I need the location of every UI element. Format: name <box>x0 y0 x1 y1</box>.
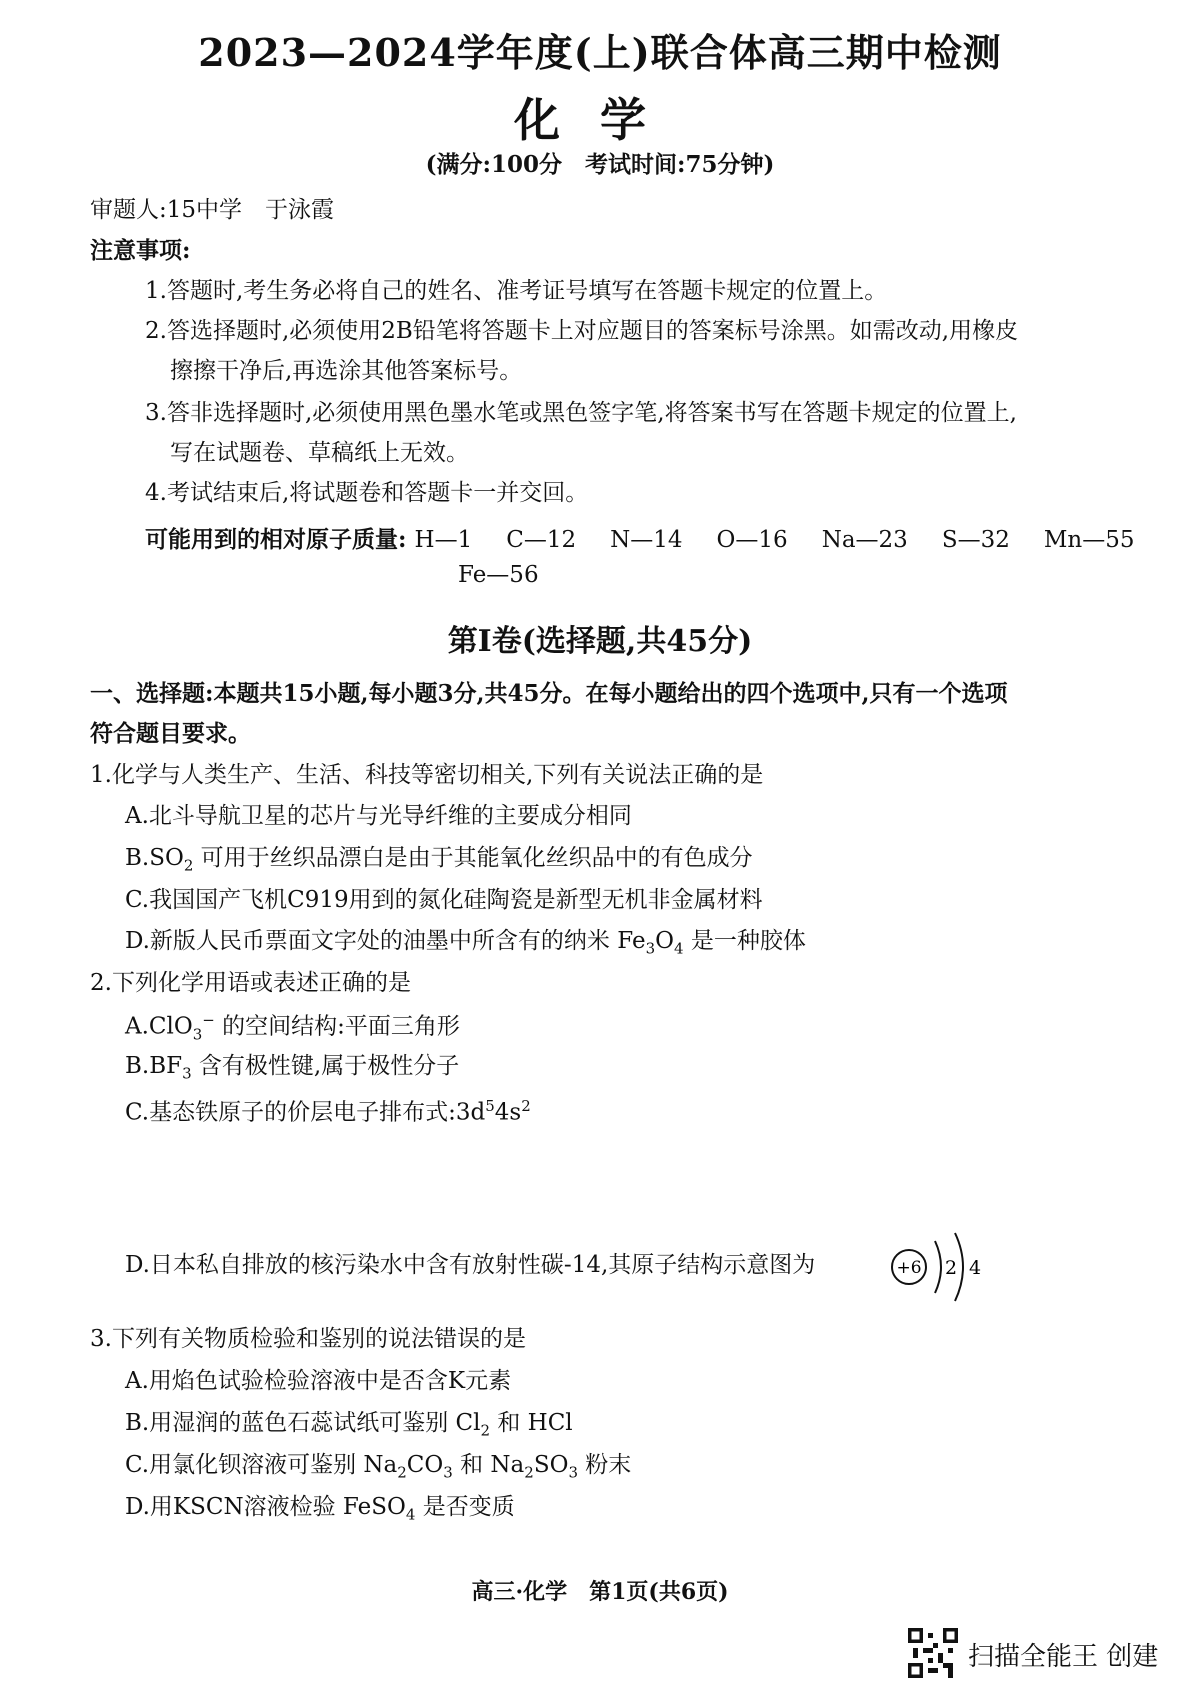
notes-heading: 注意事项: <box>90 237 191 264</box>
mass-mn: Mn—55 <box>1043 527 1135 553</box>
mass-n: N—14 <box>610 527 683 553</box>
atom-shell-1-arc <box>935 1241 941 1293</box>
section-intro-line1: 一、选择题:本题共15小题,每小题3分,共45分。在每小题给出的四个选项中,只有一个选项 <box>90 680 1008 707</box>
scanner-watermark: 扫描全能王 创建 <box>968 1642 1159 1672</box>
note-4: 4.考试结束后,将试题卷和答题卡一并交回。 <box>145 480 589 506</box>
note-3-line1: 3.答非选择题时,必须使用黑色墨水笔或黑色签字笔,将答案书写在答题卡规定的位置上, <box>145 400 1017 426</box>
mass-na: Na—23 <box>821 527 908 553</box>
atom-shell-1-count: 2 <box>944 1257 958 1279</box>
mass-s: S—32 <box>941 527 1010 553</box>
note-1: 1.答题时,考生务必将自己的姓名、准考证号填写在答题卡规定的位置上。 <box>145 278 888 304</box>
subject-title: 化学 <box>514 93 686 147</box>
q1-option-d: D.新版人民币票面文字处的油墨中所含有的纳米 $Fe_3O_4$ 是一种胶体 <box>125 928 806 958</box>
q3-option-d: D.用KSCN溶液检验 FeSO$_4$ 是否变质 <box>125 1494 515 1524</box>
q1-option-c: C.我国国产飞机C919用到的氮化硅陶瓷是新型无机非金属材料 <box>125 887 763 913</box>
atom-structure-diagram <box>885 1227 990 1307</box>
page-footer: 高三·化学 第1页(共6页) <box>471 1579 729 1605</box>
section-title: 第Ⅰ卷(选择题,共45分) <box>447 624 753 659</box>
atomic-masses-label: 可能用到的相对原子质量: <box>145 526 407 553</box>
note-2-line1: 2.答选择题时,必须使用2B铅笔将答题卡上对应题目的答案标号涂黑。如需改动,用橡皮 <box>145 318 1019 344</box>
reviewer: 审题人:15中学 于泳霞 <box>90 197 335 223</box>
q1-stem: 1.化学与人类生产、生活、科技等密切相关,下列有关说法正确的是 <box>90 762 764 788</box>
q2-option-b: $B.BF_3$ 含有极性键,属于极性分子 <box>125 1053 460 1083</box>
q1-option-b: $B.SO_2$ 可用于丝织品漂白是由于其能氧化丝织品中的有色成分 <box>125 845 753 875</box>
note-2-line2: 擦擦干净后,再选涂其他答案标号。 <box>170 358 523 384</box>
atom-nucleus-charge: +6 <box>896 1258 922 1278</box>
atomic-masses <box>145 521 1135 554</box>
mass-o: O—16 <box>716 527 788 553</box>
q3-stem: 3.下列有关物质检验和鉴别的说法错误的是 <box>90 1326 526 1352</box>
section-intro-line2: 符合题目要求。 <box>90 720 251 747</box>
q2-option-c: C.基态铁原子的价层电子排布式$:3d^54s^2$ <box>125 1097 531 1126</box>
q2-option-a: A.ClO$_3$− 的空间结构:平面三角形 <box>125 1011 460 1044</box>
mass-h: H—1 <box>414 527 473 553</box>
note-3-line2: 写在试题卷、草稿纸上无效。 <box>170 440 469 466</box>
q2-option-d: D.日本私自排放的核污染水中含有放射性碳-14,其原子结构示意图为 <box>125 1252 816 1278</box>
q3-option-a: A.用焰色试验检验溶液中是否含K元素 <box>125 1368 512 1394</box>
atom-shell-2-count: 4 <box>968 1257 982 1279</box>
q2-stem: 2.下列化学用语或表述正确的是 <box>90 970 411 996</box>
q1-option-a: A.北斗导航卫星的芯片与光导纤维的主要成分相同 <box>125 803 632 829</box>
exam-meta: (满分:100分 考试时间:75分钟) <box>425 151 775 178</box>
qr-code-icon <box>908 1628 958 1678</box>
q3-option-b: B.用湿润的蓝色石蕊试纸可鉴别 $Cl_2$ 和 HCl <box>125 1410 573 1440</box>
mass-fe: Fe—56 <box>458 562 539 588</box>
mass-c: C—12 <box>506 527 577 553</box>
q3-option-c: C.用氯化钡溶液可鉴别 $Na_2CO_3$ 和 $Na_2SO_3$ 粉末 <box>125 1452 632 1482</box>
exam-title: 2023—2024学年度(上)联合体高三期中检测 <box>198 30 1002 75</box>
